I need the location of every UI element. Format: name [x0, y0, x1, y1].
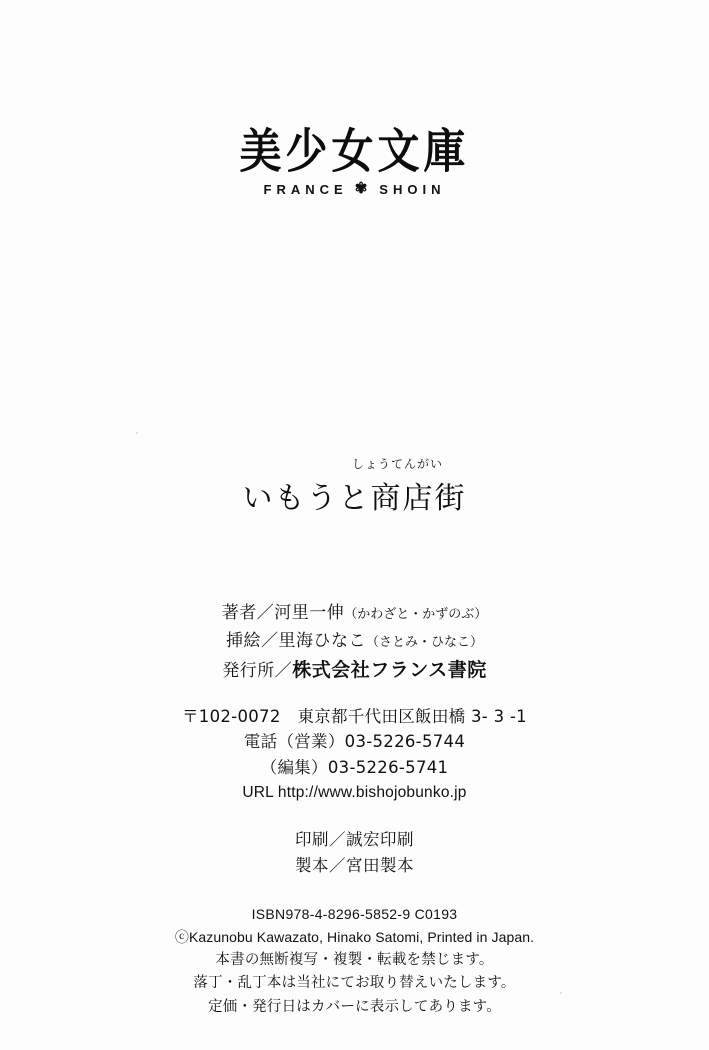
publisher-logo — [0, 123, 709, 198]
publisher-logo-romanized — [0, 182, 709, 197]
binding-company: 製本／宮田製本 — [295, 855, 414, 875]
credit-publisher — [0, 655, 709, 686]
address-postal-street: 〒102-0072 東京都千代田区飯田橋 3- 3 -1 — [182, 706, 527, 726]
book-title-block — [0, 455, 709, 517]
isbn: ISBN978-4-8296-5852-9 C0193 — [251, 906, 458, 923]
production-block — [0, 827, 709, 880]
credit-publisher-name: 株式会社フランス書院 — [292, 659, 487, 682]
legal-notice-price: 定価・発行日はカバーに表示してあります。 — [208, 998, 501, 1015]
title-ruby: しょうてんがい — [351, 457, 443, 471]
copyright-notice: ⓒKazunobu Kawazato, Hinako Satomi, Printed in Japan. — [174, 928, 535, 945]
credit-publisher-label: 発行所／ — [222, 661, 293, 682]
legal-block — [0, 903, 709, 1019]
colophon-details — [0, 600, 709, 1019]
publisher-logo-mark: 美少女文庫 — [239, 123, 470, 179]
credit-illustrator-reading: （さとみ・ひなこ） — [365, 634, 483, 650]
publisher-logo-romanized-right: SHOIN — [379, 182, 446, 198]
credit-author-name: 河里一伸 — [274, 603, 345, 623]
page-title: いもうと商店街 — [242, 481, 467, 516]
publisher-url[interactable]: URL http://www.bishojobunko.jp — [242, 783, 467, 801]
credit-illustrator-name: 里海ひなこ — [278, 630, 366, 651]
publisher-logo-romanized-left: FRANCE — [263, 182, 348, 198]
credit-illustrator — [0, 628, 709, 656]
fleuron-icon: ✾ — [354, 180, 373, 198]
legal-notice-reproduction: 本書の無断複写・複製・転載を禁じます。 — [215, 951, 494, 968]
credit-author-role: 著者／ — [221, 603, 275, 623]
phone-sales: 電話（営業）03-5226-5744 — [243, 732, 466, 752]
phone-editorial: （編集）03-5226-5741 — [260, 757, 449, 777]
page-speck — [136, 432, 138, 434]
publisher-address-block — [0, 704, 709, 805]
credit-author-reading: （かわざと・かずのぶ） — [344, 607, 488, 622]
printing-company: 印刷／誠宏印刷 — [295, 829, 414, 849]
credit-illustrator-role: 挿絵／ — [225, 630, 279, 651]
legal-notice-defective: 落丁・乱丁本は当社にてお取り替えいたします。 — [193, 975, 516, 992]
credit-author — [0, 600, 709, 628]
